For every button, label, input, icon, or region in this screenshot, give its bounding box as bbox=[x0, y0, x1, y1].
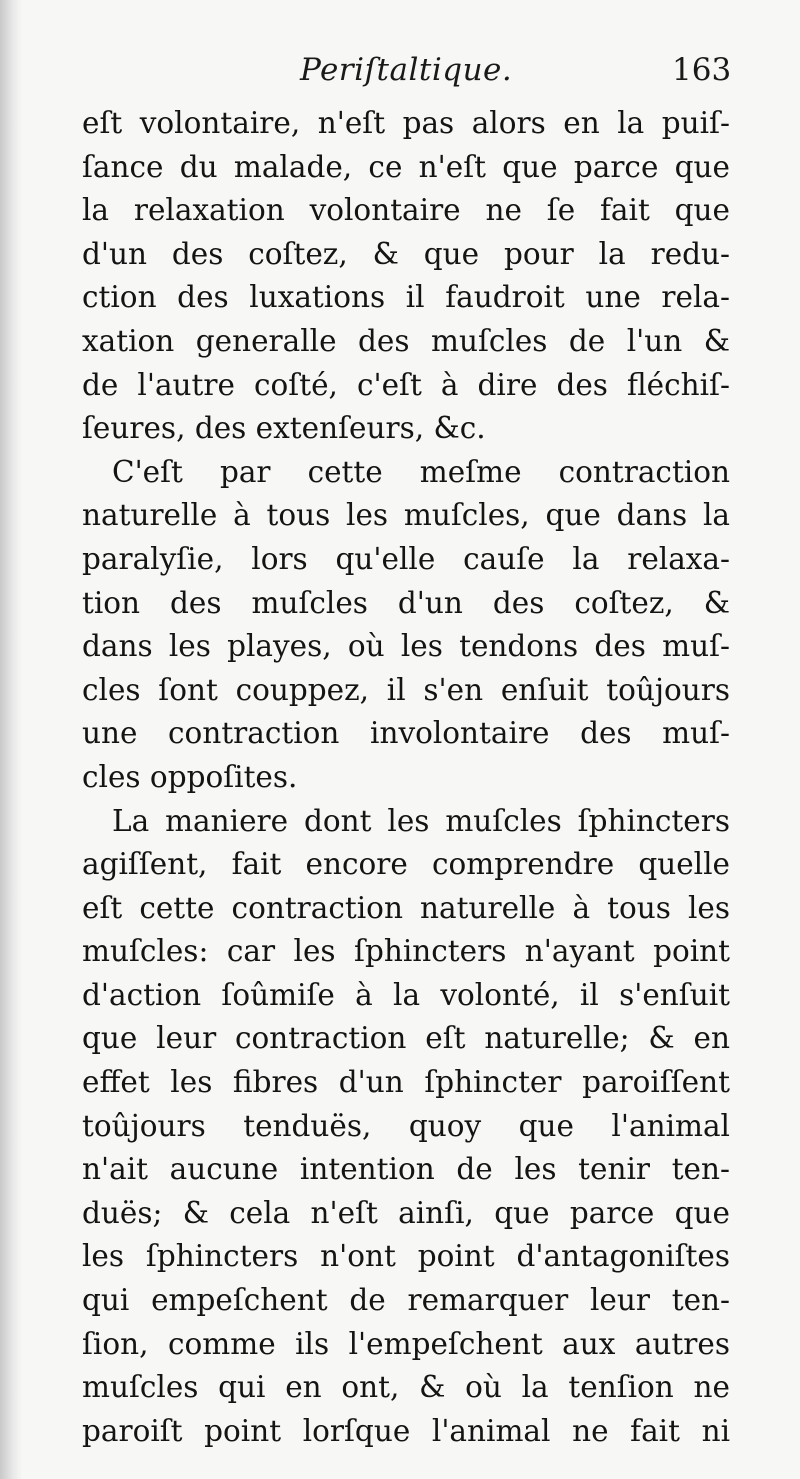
text-line: toûjours tenduës, quoy que l'animal bbox=[82, 1108, 730, 1143]
text-line: d'action ſoûmiſe à la volonté, il s'enſuit bbox=[82, 977, 730, 1012]
text-line: la relaxation volontaire ne ſe fait que bbox=[82, 193, 730, 228]
text-line: de l'autre coſté, c'eſt à dire des fléchiſ- bbox=[82, 367, 730, 402]
text-line: naturelle à tous les muſcles, que dans la bbox=[82, 498, 730, 533]
text-line: paroiſt point lorſque l'animal ne fait ni bbox=[82, 1413, 730, 1448]
text-line: que leur contraction eſt naturelle; & en bbox=[82, 1021, 730, 1056]
text-line: eſt volontaire, n'eſt pas alors en la puiſ- bbox=[82, 106, 730, 140]
text-line: cles ſont couppez, il s'en enſuit toûjours bbox=[82, 672, 730, 707]
text-line: d'un des coſtez, & que pour la redu- bbox=[82, 236, 730, 271]
text-line: ction des luxations il faudroit une rela- bbox=[82, 280, 730, 315]
text-line: tion des muſcles d'un des coſtez, & bbox=[82, 585, 730, 620]
page-header bbox=[0, 52, 800, 96]
text-line: cles oppoſites. bbox=[82, 759, 298, 794]
text-line: une contraction involontaire des muſ- bbox=[82, 716, 730, 751]
text-line: qui empeſchent de remarquer leur ten- bbox=[82, 1283, 730, 1318]
text-line: eſt cette contraction naturelle à tous les bbox=[82, 890, 730, 925]
text-line: agiſſent, fait encore comprendre quelle bbox=[82, 847, 730, 882]
text-line: muſcles qui en ont, & où la tenſion ne bbox=[82, 1370, 730, 1405]
paragraph-start-line: La maniere dont les muſcles ſphincters bbox=[112, 803, 730, 838]
body-text bbox=[82, 102, 730, 1453]
text-line: effet les fibres d'un ſphincter paroiſſent bbox=[82, 1065, 730, 1100]
page-gutter-shadow bbox=[0, 0, 22, 1479]
text-line: les ſphincters n'ont point d'antagoniſtes bbox=[82, 1239, 730, 1274]
paragraph-start-line: C'eſt par cette meſme contraction bbox=[112, 454, 730, 489]
text-line: muſcles: car les ſphincters n'ayant point bbox=[82, 934, 730, 969]
running-title: Periſtaltique. bbox=[300, 52, 513, 88]
text-line: ſion, comme ils l'empeſchent aux autres bbox=[82, 1326, 730, 1361]
text-line: n'ait aucune intention de les tenir ten- bbox=[82, 1152, 730, 1187]
page-number: 163 bbox=[672, 52, 732, 88]
text-line: dans les playes, où les tendons des muſ- bbox=[82, 629, 730, 664]
text-line: paralyſie, lors qu'elle cauſe la relaxa- bbox=[82, 541, 730, 576]
text-line: ſeures, des extenſeurs, &c. bbox=[82, 411, 486, 446]
text-line: duës; & cela n'eſt ainſi, que parce que bbox=[82, 1195, 730, 1230]
text-line: xation generalle des muſcles de l'un & bbox=[82, 323, 730, 358]
text-line: ſance du malade, ce n'eſt que parce que bbox=[82, 149, 730, 184]
